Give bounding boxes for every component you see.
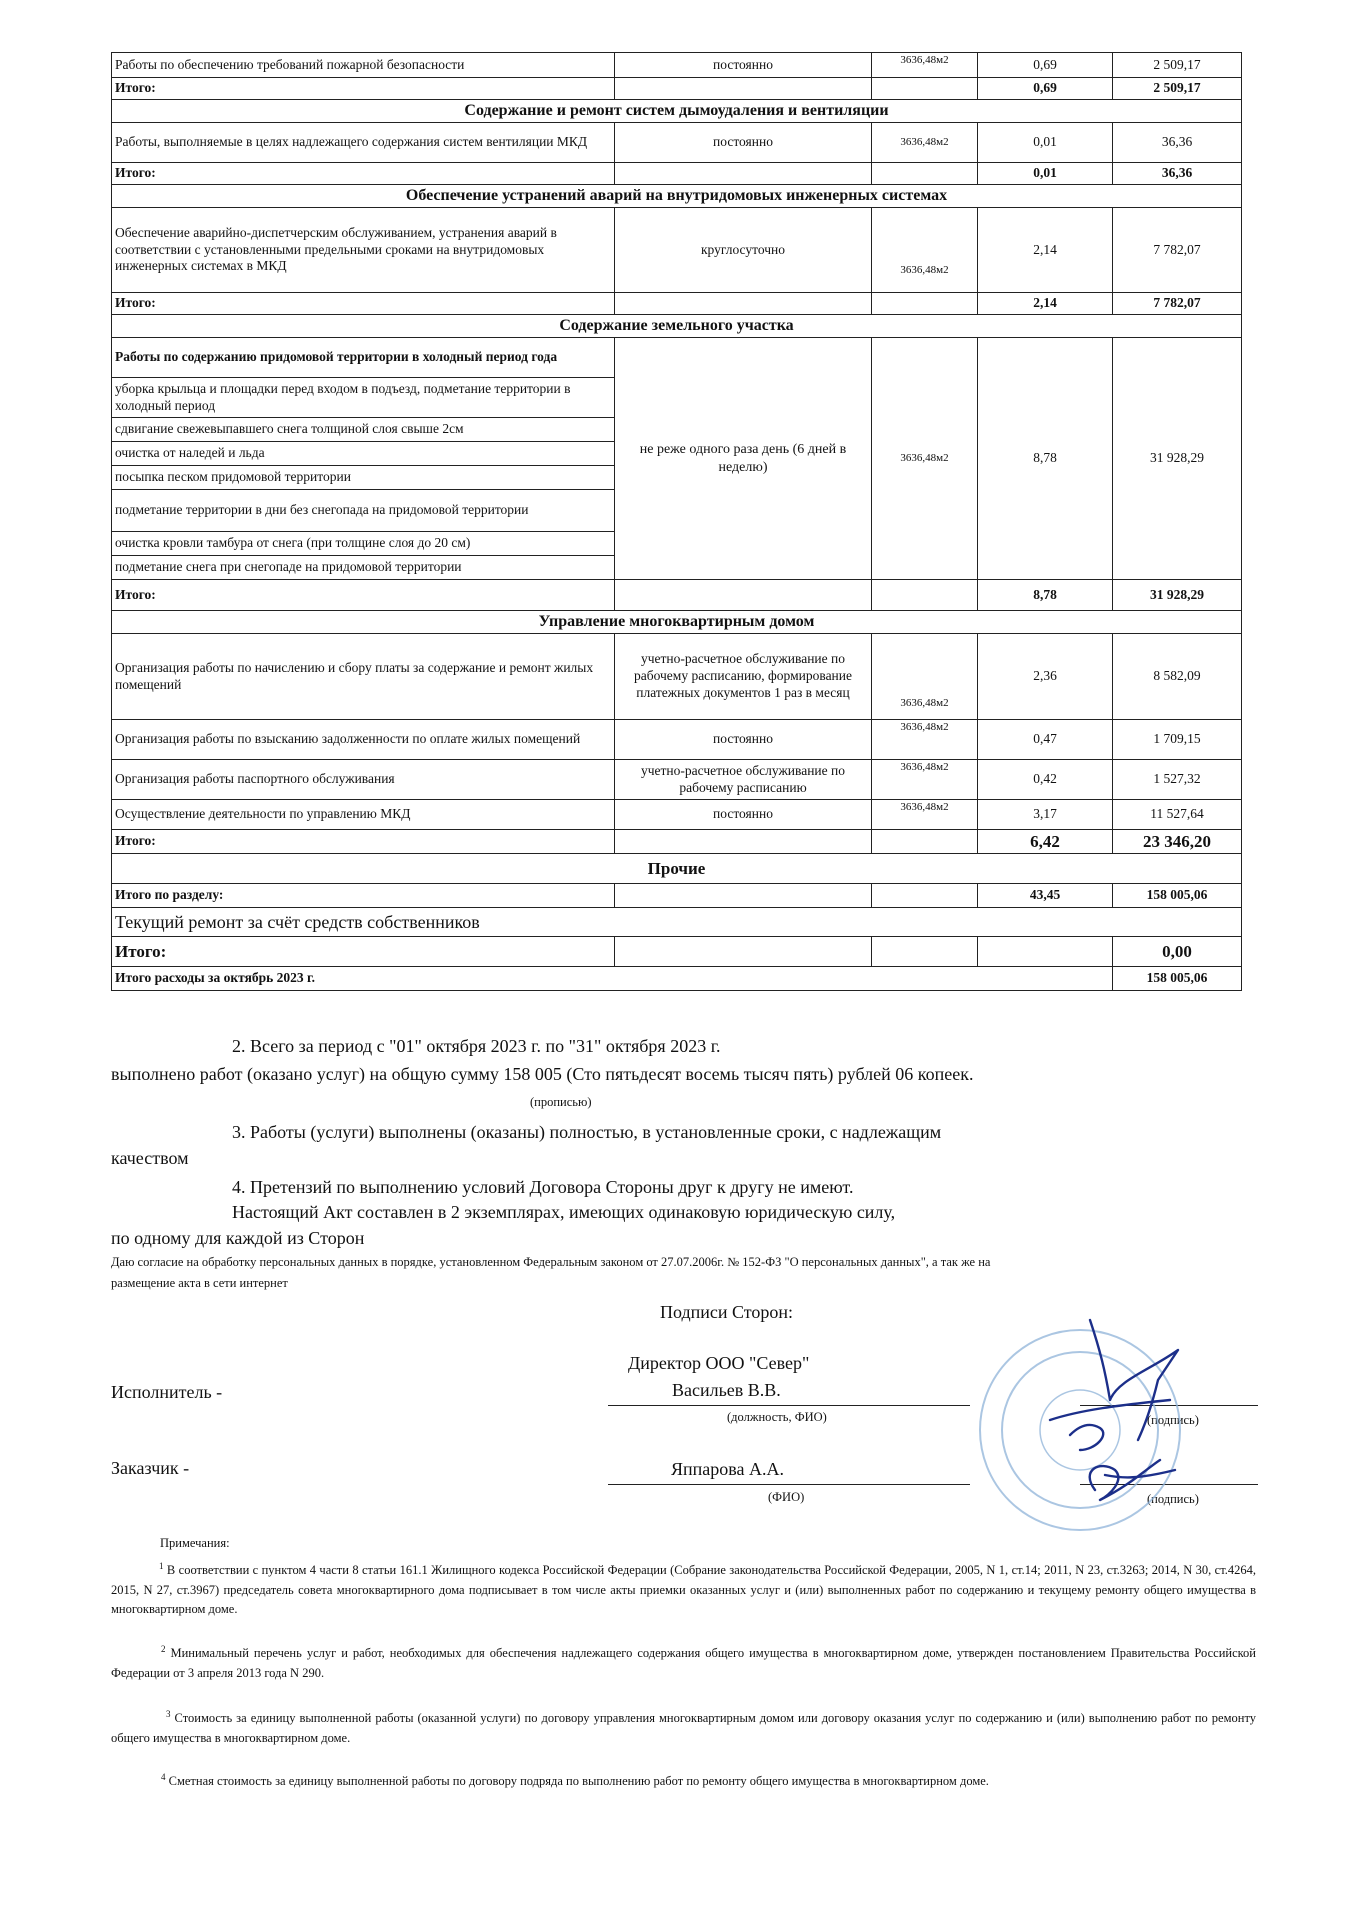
table-row [112, 611, 1242, 634]
work-rate: 8,78 [978, 338, 1113, 580]
table-row [112, 163, 1242, 185]
work-name: Работы, выполняемые в целях надлежащего содержания систем вентиляции МКД [112, 123, 615, 163]
note-3 [111, 1708, 1256, 1748]
work-name: Обеспечение аварийно-диспетчерским обслуживанием, устранения аварий в соответствии с установленными предельными сроками на внутридомовых инженерных системах в МКД [112, 208, 615, 293]
work-rate: 0,01 [978, 123, 1113, 163]
table-row [112, 78, 1242, 100]
table-row [112, 854, 1242, 884]
total-rate: 0,69 [978, 78, 1113, 100]
table-row [112, 800, 1242, 830]
work-rate: 0,69 [978, 53, 1113, 78]
work-sum: 36,36 [1113, 123, 1242, 163]
work-sum: 1 709,15 [1113, 720, 1242, 760]
customer-name: Яппарова А.А. [671, 1459, 785, 1479]
work-period: постоянно [615, 123, 872, 163]
note-2-text: Минимальный перечень услуг и работ, необходимых для обеспечения надлежащего содержания общего имущества в многоквартирном доме, утвержден постановлением Правительства Российской Федерации от 3 апреля 2013 года N 290. [111, 1646, 1256, 1680]
executor-position: Директор ООО "Север" [628, 1353, 810, 1373]
work-sum: 8 582,09 [1113, 634, 1242, 720]
total-sum: 31 928,29 [1113, 580, 1242, 611]
work-name: посыпка песком придомовой территории [112, 466, 615, 490]
customer-sign-caption: (подпись) [1147, 1492, 1199, 1506]
note-2-number: 2 [161, 1644, 166, 1654]
work-area: 3636,48м2 [872, 208, 978, 293]
work-rate: 2,14 [978, 208, 1113, 293]
paragraph-2-line-1: 2. Всего за период с "01" октября 2023 г. по "31" октября 2023 г. [232, 1036, 721, 1056]
signatures-title: Подписи Сторон: [660, 1302, 794, 1322]
note-1 [111, 1560, 1256, 1619]
note-1-text: В соответствии с пунктом 4 части 8 статьи 161.1 Жилищного кодекса Российской Федерации (Собрание законодательства Российской Федерации, 2005, N 1, ст.14; 2011, N 23, ст.3263; 2014, N 30, ст.4264, 2015, N 27, ст.3967) председатель совета многоквартирного дома подписывает в том числе акты приемки оказанных услуг и (или) выполненных работ по содержанию и текущему ремонту общего имущества в многоквартирном доме. [111, 1563, 1256, 1616]
total-label: Итого: [112, 830, 615, 854]
table-row [112, 185, 1242, 208]
work-name: Работы по обеспечению требований пожарной безопасности [112, 53, 615, 78]
total-label: Итого расходы за октябрь 2023 г. [112, 967, 1113, 991]
note-4-text: Сметная стоимость за единицу выполненной работы по договору подряда по выполнению работ по ремонту общего имущества в многоквартирном доме. [168, 1774, 989, 1789]
work-rate: 3,17 [978, 800, 1113, 830]
work-sum: 1 527,32 [1113, 760, 1242, 800]
work-area: 3636,48м2 [872, 800, 978, 830]
total-rate: 0,01 [978, 163, 1113, 185]
paragraph-5-line-2: по одному для каждой из Сторон [111, 1228, 365, 1248]
stamp-seal [980, 1330, 1180, 1530]
work-name: Осуществление деятельности по управлению МКД [112, 800, 615, 830]
table-row [112, 338, 1242, 378]
total-sum: 23 346,20 [1113, 830, 1242, 854]
table-row [112, 580, 1242, 611]
table-row [112, 830, 1242, 854]
table-row [112, 634, 1242, 720]
table-row [112, 123, 1242, 163]
work-area: 3636,48м2 [872, 53, 978, 78]
consent-line-2: размещение акта в сети интернет [111, 1276, 288, 1290]
work-name: сдвигание свежевыпавшего снега толщиной слоя свыше 2см [112, 418, 615, 442]
executor-name-line [608, 1405, 970, 1406]
work-sum: 11 527,64 [1113, 800, 1242, 830]
total-rate: 43,45 [978, 884, 1113, 908]
work-name: Организация работы по взысканию задолженности по оплате жилых помещений [112, 720, 615, 760]
paragraph-4: 4. Претензий по выполнению условий Договора Стороны друг к другу не имеют. [232, 1177, 854, 1197]
work-sum: 31 928,29 [1113, 338, 1242, 580]
work-name: подметание территории в дни без снегопада на придомовой территории [112, 490, 615, 532]
work-area: 3636,48м2 [872, 760, 978, 800]
notes-title: Примечания: [160, 1536, 230, 1550]
table-row [112, 937, 1242, 967]
total-sum: 2 509,17 [1113, 78, 1242, 100]
total-label: Итого по разделу: [112, 884, 615, 908]
stamp-and-signature-image [930, 1310, 1230, 1540]
work-period: постоянно [615, 800, 872, 830]
work-name: Организация работы по начислению и сбору платы за содержание и ремонт жилых помещений [112, 634, 615, 720]
work-name: очистка кровли тамбура от снега (при толщине слоя до 20 см) [112, 532, 615, 556]
section-heading: Содержание земельного участка [112, 315, 1242, 338]
works-table [111, 52, 1242, 991]
work-area: 3636,48м2 [872, 634, 978, 720]
work-name: уборка крыльца и площадки перед входом в подъезд, подметание территории в холодный период [112, 378, 615, 418]
work-area: 3636,48м2 [872, 338, 978, 580]
work-area: 3636,48м2 [872, 720, 978, 760]
work-period: круглосуточно [615, 208, 872, 293]
customer-label: Заказчик - [111, 1458, 190, 1478]
table-row [112, 293, 1242, 315]
table-row [112, 208, 1242, 293]
table-row [112, 967, 1242, 991]
table-row [112, 100, 1242, 123]
work-area: 3636,48м2 [872, 123, 978, 163]
in-words-caption: (прописью) [530, 1095, 592, 1109]
customer-caption: (ФИО) [768, 1490, 805, 1504]
work-period: постоянно [615, 720, 872, 760]
work-period: учетно-расчетное обслуживание по рабочему расписанию [615, 760, 872, 800]
repair-heading: Текущий ремонт за счёт средств собственников [112, 908, 1242, 937]
work-name: Организация работы паспортного обслуживания [112, 760, 615, 800]
executor-caption: (должность, ФИО) [727, 1410, 827, 1424]
work-sum: 2 509,17 [1113, 53, 1242, 78]
total-label: Итого: [112, 293, 615, 315]
table-row [112, 908, 1242, 937]
table-row [112, 884, 1242, 908]
work-name: очистка от наледей и льда [112, 442, 615, 466]
section-heading: Прочие [112, 854, 1242, 884]
note-4-number: 4 [161, 1772, 166, 1782]
total-rate: 8,78 [978, 580, 1113, 611]
total-rate: 2,14 [978, 293, 1113, 315]
table-row [112, 760, 1242, 800]
note-1-number: 1 [159, 1561, 164, 1571]
executor-label: Исполнитель - [111, 1382, 223, 1402]
table-row [112, 720, 1242, 760]
work-name: Работы по содержанию придомовой территории в холодный период года [112, 338, 615, 378]
consent-line-1: Даю согласие на обработку персональных данных в порядке, установленном Федеральным законом от 27.07.2006г. № 152-ФЗ "О персональных данных", а так же на [111, 1255, 991, 1269]
note-2 [111, 1643, 1256, 1683]
paragraph-3-line-1: 3. Работы (услуги) выполнены (оказаны) полностью, в установленные сроки, с надлежащим [232, 1122, 942, 1142]
section-heading: Управление многоквартирным домом [112, 611, 1242, 634]
executor-name: Васильев В.В. [672, 1380, 781, 1400]
paragraph-5-line-1: Настоящий Акт составлен в 2 экземплярах, имеющих одинаковую юридическую силу, [232, 1202, 896, 1222]
work-sum: 7 782,07 [1113, 208, 1242, 293]
note-3-number: 3 [166, 1709, 171, 1719]
total-sum: 36,36 [1113, 163, 1242, 185]
section-heading: Содержание и ремонт систем дымоудаления и вентиляции [112, 100, 1242, 123]
total-sum: 158 005,06 [1113, 967, 1242, 991]
work-period: учетно-расчетное обслуживание по рабочему расписанию, формирование платежных документов 1 раз в месяц [615, 634, 872, 720]
total-sum: 158 005,06 [1113, 884, 1242, 908]
note-4 [111, 1771, 1256, 1792]
work-rate: 0,42 [978, 760, 1113, 800]
total-label: Итого: [112, 163, 615, 185]
executor-sign-caption: (подпись) [1147, 1413, 1199, 1427]
work-rate: 2,36 [978, 634, 1113, 720]
work-name: подметание снега при снегопаде на придомовой территории [112, 556, 615, 580]
work-period: постоянно [615, 53, 872, 78]
total-label: Итого: [112, 78, 615, 100]
table-row [112, 315, 1242, 338]
section-heading: Обеспечение устранений аварий на внутридомовых инженерных системах [112, 185, 1242, 208]
table-row [112, 53, 1242, 78]
work-period: не реже одного раза день (6 дней в неделю) [615, 338, 872, 580]
customer-name-line [608, 1484, 970, 1485]
paragraph-2-line-2: выполнено работ (оказано услуг) на общую сумму 158 005 (Сто пятьдесят восемь тысяч пять) рублей 06 копеек. [111, 1064, 974, 1084]
total-sum: 7 782,07 [1113, 293, 1242, 315]
total-label: Итого: [112, 937, 615, 967]
total-label: Итого: [112, 580, 615, 611]
total-rate: 6,42 [978, 830, 1113, 854]
note-3-text: Стоимость за единицу выполненной работы (оказанной услуги) по договору управления многоквартирным домом или договору оказания услуг по содержанию и (или) выполнению работ по ремонту общего имущества в многоквартирном доме. [111, 1711, 1257, 1745]
work-rate: 0,47 [978, 720, 1113, 760]
total-sum: 0,00 [1113, 937, 1242, 967]
paragraph-3-line-2: качеством [111, 1148, 189, 1168]
